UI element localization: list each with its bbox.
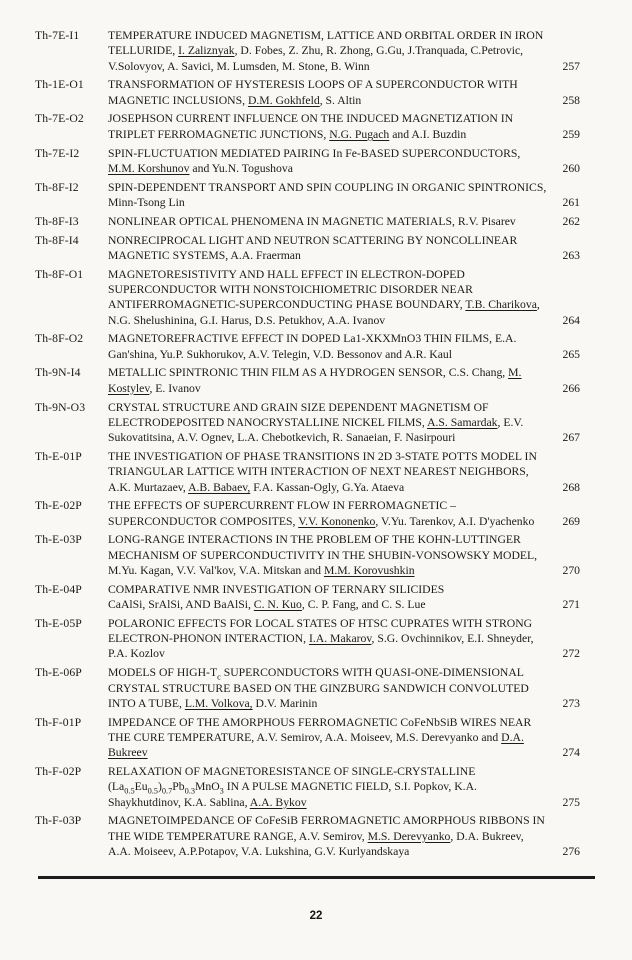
title-line [108,93,558,108]
text-run: Gan'shina, Yu.P. Sukhorukov, A.V. Telegin, V.D. Bessonov and A.R. Kaul [108,347,453,361]
text-run: MAGNETIC INCLUSIONS, [108,93,248,107]
session-code: Th-E-06P [35,666,82,680]
toc [35,28,580,863]
text-run: SUPERCONDUCTORS WITH QUASI-ONE-DIMENSIONAL [220,666,524,680]
text-run: , S. Altin [319,93,362,107]
toc-entry [35,400,580,446]
session-code: Th-8F-O2 [35,332,84,346]
toc-entry [35,665,580,711]
title-line [108,233,558,248]
title-line [108,844,558,859]
title-line [108,297,558,312]
text-run: (La [108,780,125,794]
text-run: CaAlSi, SrAlSi, AND BaAlSi, [108,598,254,612]
entry-page-number: 264 [562,313,580,327]
entry-page-number: 267 [562,431,580,445]
entry-title [108,180,558,211]
text-run: TRANSFORMATION OF HYSTERESIS LOOPS OF A SUPERCONDUCTOR WITH [108,78,518,92]
underlined-author: M.M. Korshunov [108,161,190,175]
underlined-author: C. N. Kuo [253,598,302,612]
entry-page-number: 257 [562,59,580,73]
session-code: Th-7E-I2 [35,146,80,160]
toc-entry [35,233,580,264]
text-run: MODELS OF HIGH-T [108,666,218,680]
underlined-author: L.M. Volkova, [184,696,253,710]
title-line [108,563,558,578]
title-line [108,347,558,362]
text-run: Sukovatitsina, A.V. Ognev, L.A. Chebotkevich, R. Sanaeian, F. Nasirpouri [108,431,456,445]
text-run: METALLIC SPINTRONIC THIN FILM AS A HYDROGEN SENSOR, C.S. Chang, [108,366,509,380]
title-line [108,597,558,612]
text-run: , S.G. Ovchinnikov, E.I. Shneyder, [371,632,534,646]
entry-page-number: 271 [562,598,580,612]
text-run: MECHANISM OF SUPERCONDUCTIVITY IN THE SHUBIN-VONSOWSKY MODEL, [108,548,538,562]
text-run: SPIN-DEPENDENT TRANSPORT AND SPIN COUPLING IN ORGANIC SPINTRONICS, [108,180,547,194]
text-run: ELECTRON-PHONON INTERACTION, [108,632,309,646]
session-code: Th-E-04P [35,582,82,596]
entry-title [108,331,558,362]
entry-page-number: 266 [562,381,580,395]
session-code: Th-9N-O3 [35,400,86,414]
title-line [108,779,558,794]
underlined-author: M.S. Derevyanko [367,829,451,843]
text-run: , D. Fobes, Z. Zhu, R. Zhong, G.Gu, J.Tranquada, C.Petrovic, [234,44,524,58]
text-run: COMPARATIVE NMR INVESTIGATION OF TERNARY SILICIDES [108,582,445,596]
text-run: Shaykhutdinov, K.A. Sablina, [108,795,250,809]
session-code: Th-E-03P [35,533,82,547]
text-run: , E. Ivanov [149,381,201,395]
text-run: F.A. Kassan-Ogly, G.Ya. Ataeva [250,480,405,494]
title-line [108,111,558,126]
entry-title [108,616,558,662]
session-code: Th-E-05P [35,616,82,630]
underlined-author: M.M. Korovushkin [323,564,415,577]
text-run: INTO A TUBE, [108,696,185,710]
title-line [108,764,558,779]
title-line [108,548,558,563]
text-run: , C. P. Fang, and C. S. Lue [301,598,426,612]
text-run: ANTIFERROMAGNETIC-SUPERCONDUCTING PHASE BOUNDARY, [108,298,466,312]
title-line [108,430,558,445]
text-run: and Yu.N. Togushova [189,161,293,175]
session-code: Th-1E-O1 [35,78,84,92]
text-run: Minn-Tsong Lin [108,195,185,209]
toc-entry [35,582,580,613]
title-line [108,282,558,297]
underlined-author: A.B. Babaev, [188,480,251,494]
entry-page-number: 268 [562,480,580,494]
underlined-author: A.A. Bykov [249,795,307,809]
session-code: Th-7E-O2 [35,112,84,126]
text-run: MAGNETOREFRACTIVE EFFECT IN DOPED La1-XKXMnO3 THIN FILMS, E.A. [108,332,517,346]
title-line [108,795,558,810]
title-line [108,214,558,229]
title-line [108,331,558,346]
title-line [108,681,558,696]
title-line [108,730,558,745]
title-line [108,532,558,547]
underlined-author: I.A. Makarov [308,632,372,646]
session-code: Th-8F-O1 [35,267,84,281]
toc-entry [35,331,580,362]
text-run: P.A. Kozlov [108,647,165,661]
underlined-author: T.B. Charikova [465,298,537,312]
title-line [108,77,558,92]
title-line [108,696,558,711]
title-line [108,313,558,328]
entry-page-number: 275 [562,795,580,809]
session-code: Th-F-01P [35,715,82,729]
subscript-text: 0.3 [184,786,195,796]
entry-page-number: 274 [562,746,580,760]
entry-title [108,365,558,396]
subscript-text: 0.7 [161,786,173,796]
entry-page-number: 262 [562,214,580,228]
subscript-text: 0.5 [124,786,135,796]
subscript-text: 0.5 [147,786,158,796]
footer-page-number: 22 [309,910,323,922]
entry-page-number: 270 [562,564,580,577]
toc-entry [35,111,580,142]
underlined-author: Bukreev [108,746,148,760]
session-code: Th-F-02P [35,765,82,779]
entry-title [108,233,558,264]
underlined-author: M. [508,366,522,380]
text-run: Pb [172,780,185,794]
text-run: ) [157,780,162,794]
underlined-author: D.A. [501,730,524,744]
entry-title [108,665,558,711]
text-run: SUPERCONDUCTOR WITH NONSTOICHIOMETRIC DISORDER NEAR [108,282,473,296]
text-run: TELLURIDE, [108,44,179,58]
text-run: ELECTRODEPOSITED NANOCRYSTALLINE NICKEL FILMS, [108,415,428,429]
toc-entry [35,764,580,810]
title-line [108,43,558,58]
text-run: CRYSTAL STRUCTURE AND GRAIN SIZE DEPENDENT MAGNETISM OF [108,400,489,414]
text-run: SPIN-FLUCTUATION MEDIATED PAIRING In Fe-BASED SUPERCONDUCTORS, [108,146,521,160]
text-run: SUPERCONDUCTOR COMPOSITES, [108,514,299,528]
session-code: Th-8F-I2 [35,180,79,194]
toc-entry [35,365,580,396]
title-line [108,646,558,661]
title-line [108,59,558,74]
text-run: MAGNETOIMPEDANCE OF CoFeSiB FERROMAGNETIC AMORPHOUS RIBBONS IN [108,814,545,828]
entry-title [108,813,558,859]
toc-entry [35,146,580,177]
text-run: IN A PULSE MAGNETIC FIELD, S.I. Popkov, K.A. [223,780,477,794]
text-run: , E.V. [497,415,524,429]
title-line [108,449,558,464]
text-run: A.K. Murtazaev, [108,480,189,494]
session-code: Th-8F-I3 [35,214,79,228]
text-run: D.V. Marinin [252,696,318,710]
text-run: THE WIDE TEMPERATURE RANGE, A.V. Semirov, [108,829,368,843]
toc-entry [35,449,580,495]
entry-title [108,532,558,578]
title-line [108,146,558,161]
title-line [108,665,558,680]
session-code: Th-7E-I1 [35,29,80,42]
toc-entry [35,616,580,662]
toc-entry [35,267,580,328]
text-run: THE CURE TEMPERATURE, A.V. Semirov, A.A. Moiseev, M.S. Derevyanko and [108,730,502,744]
text-run: JOSEPHSON CURRENT INFLUENCE ON THE INDUCED MAGNETIZATION IN [108,112,514,126]
text-run: LONG-RANGE INTERACTIONS IN THE PROBLEM OF THE KOHN-LUTTINGER [108,533,521,547]
underlined-author: Kostylev [108,381,150,395]
entry-page-number: 276 [562,845,580,859]
toc-entry [35,532,580,578]
text-run: MnO [194,780,220,794]
toc-entry [35,715,580,761]
title-line [108,616,558,631]
text-run: NONRECIPROCAL LIGHT AND NEUTRON SCATTERING BY NONCOLLINEAR [108,233,518,247]
toc-entry [35,498,580,529]
entry-page-number: 269 [562,514,580,528]
entry-title [108,28,558,74]
subscript-text: 3 [219,786,224,796]
text-run: V.Solovyov, A. Savici, M. Lumsden, M. Stone, B. Winn [108,59,370,73]
session-code: Th-E-01P [35,449,82,463]
entry-page-number: 263 [562,248,580,262]
title-line [108,400,558,415]
subscript-text: c [217,672,221,682]
text-run: , D.A. Bukreev, [450,829,524,843]
title-line [108,195,558,210]
entry-title [108,77,558,108]
title-line [108,415,558,430]
session-code: Th-9N-I4 [35,366,81,380]
text-run: THE EFFECTS OF SUPERCURRENT FLOW IN FERROMAGNETIC – [108,499,456,513]
title-line [108,28,558,43]
entry-page-number: 258 [562,93,580,107]
text-run: RELAXATION OF MAGNETORESISTANCE OF SINGLE-CRYSTALLINE [108,765,476,779]
text-run: NONLINEAR OPTICAL PHENOMENA IN MAGNETIC MATERIALS, R.V. Pisarev [108,214,516,228]
text-run: MAGNETIC SYSTEMS, A.A. Fraerman [108,248,301,262]
entry-page-number: 265 [562,347,580,361]
entry-title [108,111,558,142]
entry-title [108,214,558,229]
session-code: Th-8F-I4 [35,233,79,247]
toc-entry [35,77,580,108]
title-line [108,829,558,844]
entry-title [108,764,558,810]
text-run: and A.I. Buzdin [389,127,467,141]
text-run: N.G. Shelushinina, G.I. Harus, D.S. Petukhov, A.A. Ivanov [108,313,386,327]
title-line [108,248,558,263]
text-run: THE INVESTIGATION OF PHASE TRANSITIONS IN 2D 3-STATE POTTS MODEL IN [108,449,537,463]
toc-entry [35,813,580,859]
entry-title [108,715,558,761]
entry-title [108,267,558,328]
entry-page-number: 259 [562,127,580,141]
text-run: , [536,298,540,312]
session-code: Th-E-02P [35,499,82,513]
toc-entry [35,214,580,229]
text-run: CRYSTAL STRUCTURE BASED ON THE GINZBURG SANDWICH CONVOLUTED [108,681,529,695]
underlined-author: D.M. Gokhfeld [247,93,320,107]
entry-title [108,498,558,529]
title-line [108,715,558,730]
title-line [108,498,558,513]
entry-title [108,146,558,177]
title-line [108,161,558,176]
underlined-author: A.S. Samardak [427,415,498,429]
text-run: TEMPERATURE INDUCED MAGNETISM, LATTICE AND ORBITAL ORDER IN IRON [108,29,544,42]
text-run: Eu [134,780,148,794]
entry-page-number: 273 [562,696,580,710]
title-line [108,464,558,479]
text-run: A.A. Moiseev, A.P.Potapov, V.A. Lukshina, G.V. Kurlyandskaya [108,845,410,859]
entry-title [108,449,558,495]
text-run: MAGNETORESISTIVITY AND HALL EFFECT IN ELECTRON-DOPED [108,267,465,281]
title-line [108,480,558,495]
entry-title [108,582,558,613]
underlined-author: N.G. Pugach [329,127,390,141]
title-line [108,180,558,195]
text-run: IMPEDANCE OF THE AMORPHOUS FERROMAGNETIC CoFeNbSiB WIRES NEAR [108,715,532,729]
title-line [108,514,558,529]
text-run: M.Yu. Kagan, V.V. Val'kov, V.A. Mitskan and [108,564,324,577]
title-line [108,267,558,282]
entry-title [108,400,558,446]
title-line [108,127,558,142]
title-line [108,365,558,380]
title-line [108,582,558,597]
entry-page-number: 260 [562,161,580,175]
text-run: TRIPLET FERROMAGNETIC JUNCTIONS, [108,127,330,141]
text-run: , V.Yu. Tarenkov, A.I. D'yachenko [375,514,535,528]
text-run: TRIANGULAR LATTICE WITH INTERACTION OF NEXT NEAREST NEIGHBORS, [108,465,529,479]
footer-rule [38,876,595,879]
underlined-author: I. Zaliznyak [178,44,235,58]
title-line [108,745,558,760]
title-line [108,381,558,396]
title-line [108,631,558,646]
underlined-author: V.V. Kononenko [298,514,376,528]
entry-page-number: 272 [562,647,580,661]
toc-entry [35,180,580,211]
entry-page-number: 261 [562,195,580,209]
text-run: POLARONIC EFFECTS FOR LOCAL STATES OF HTSC CUPRATES WITH STRONG [108,616,533,630]
toc-entry [35,28,580,74]
title-line [108,813,558,828]
session-code: Th-F-03P [35,814,82,828]
